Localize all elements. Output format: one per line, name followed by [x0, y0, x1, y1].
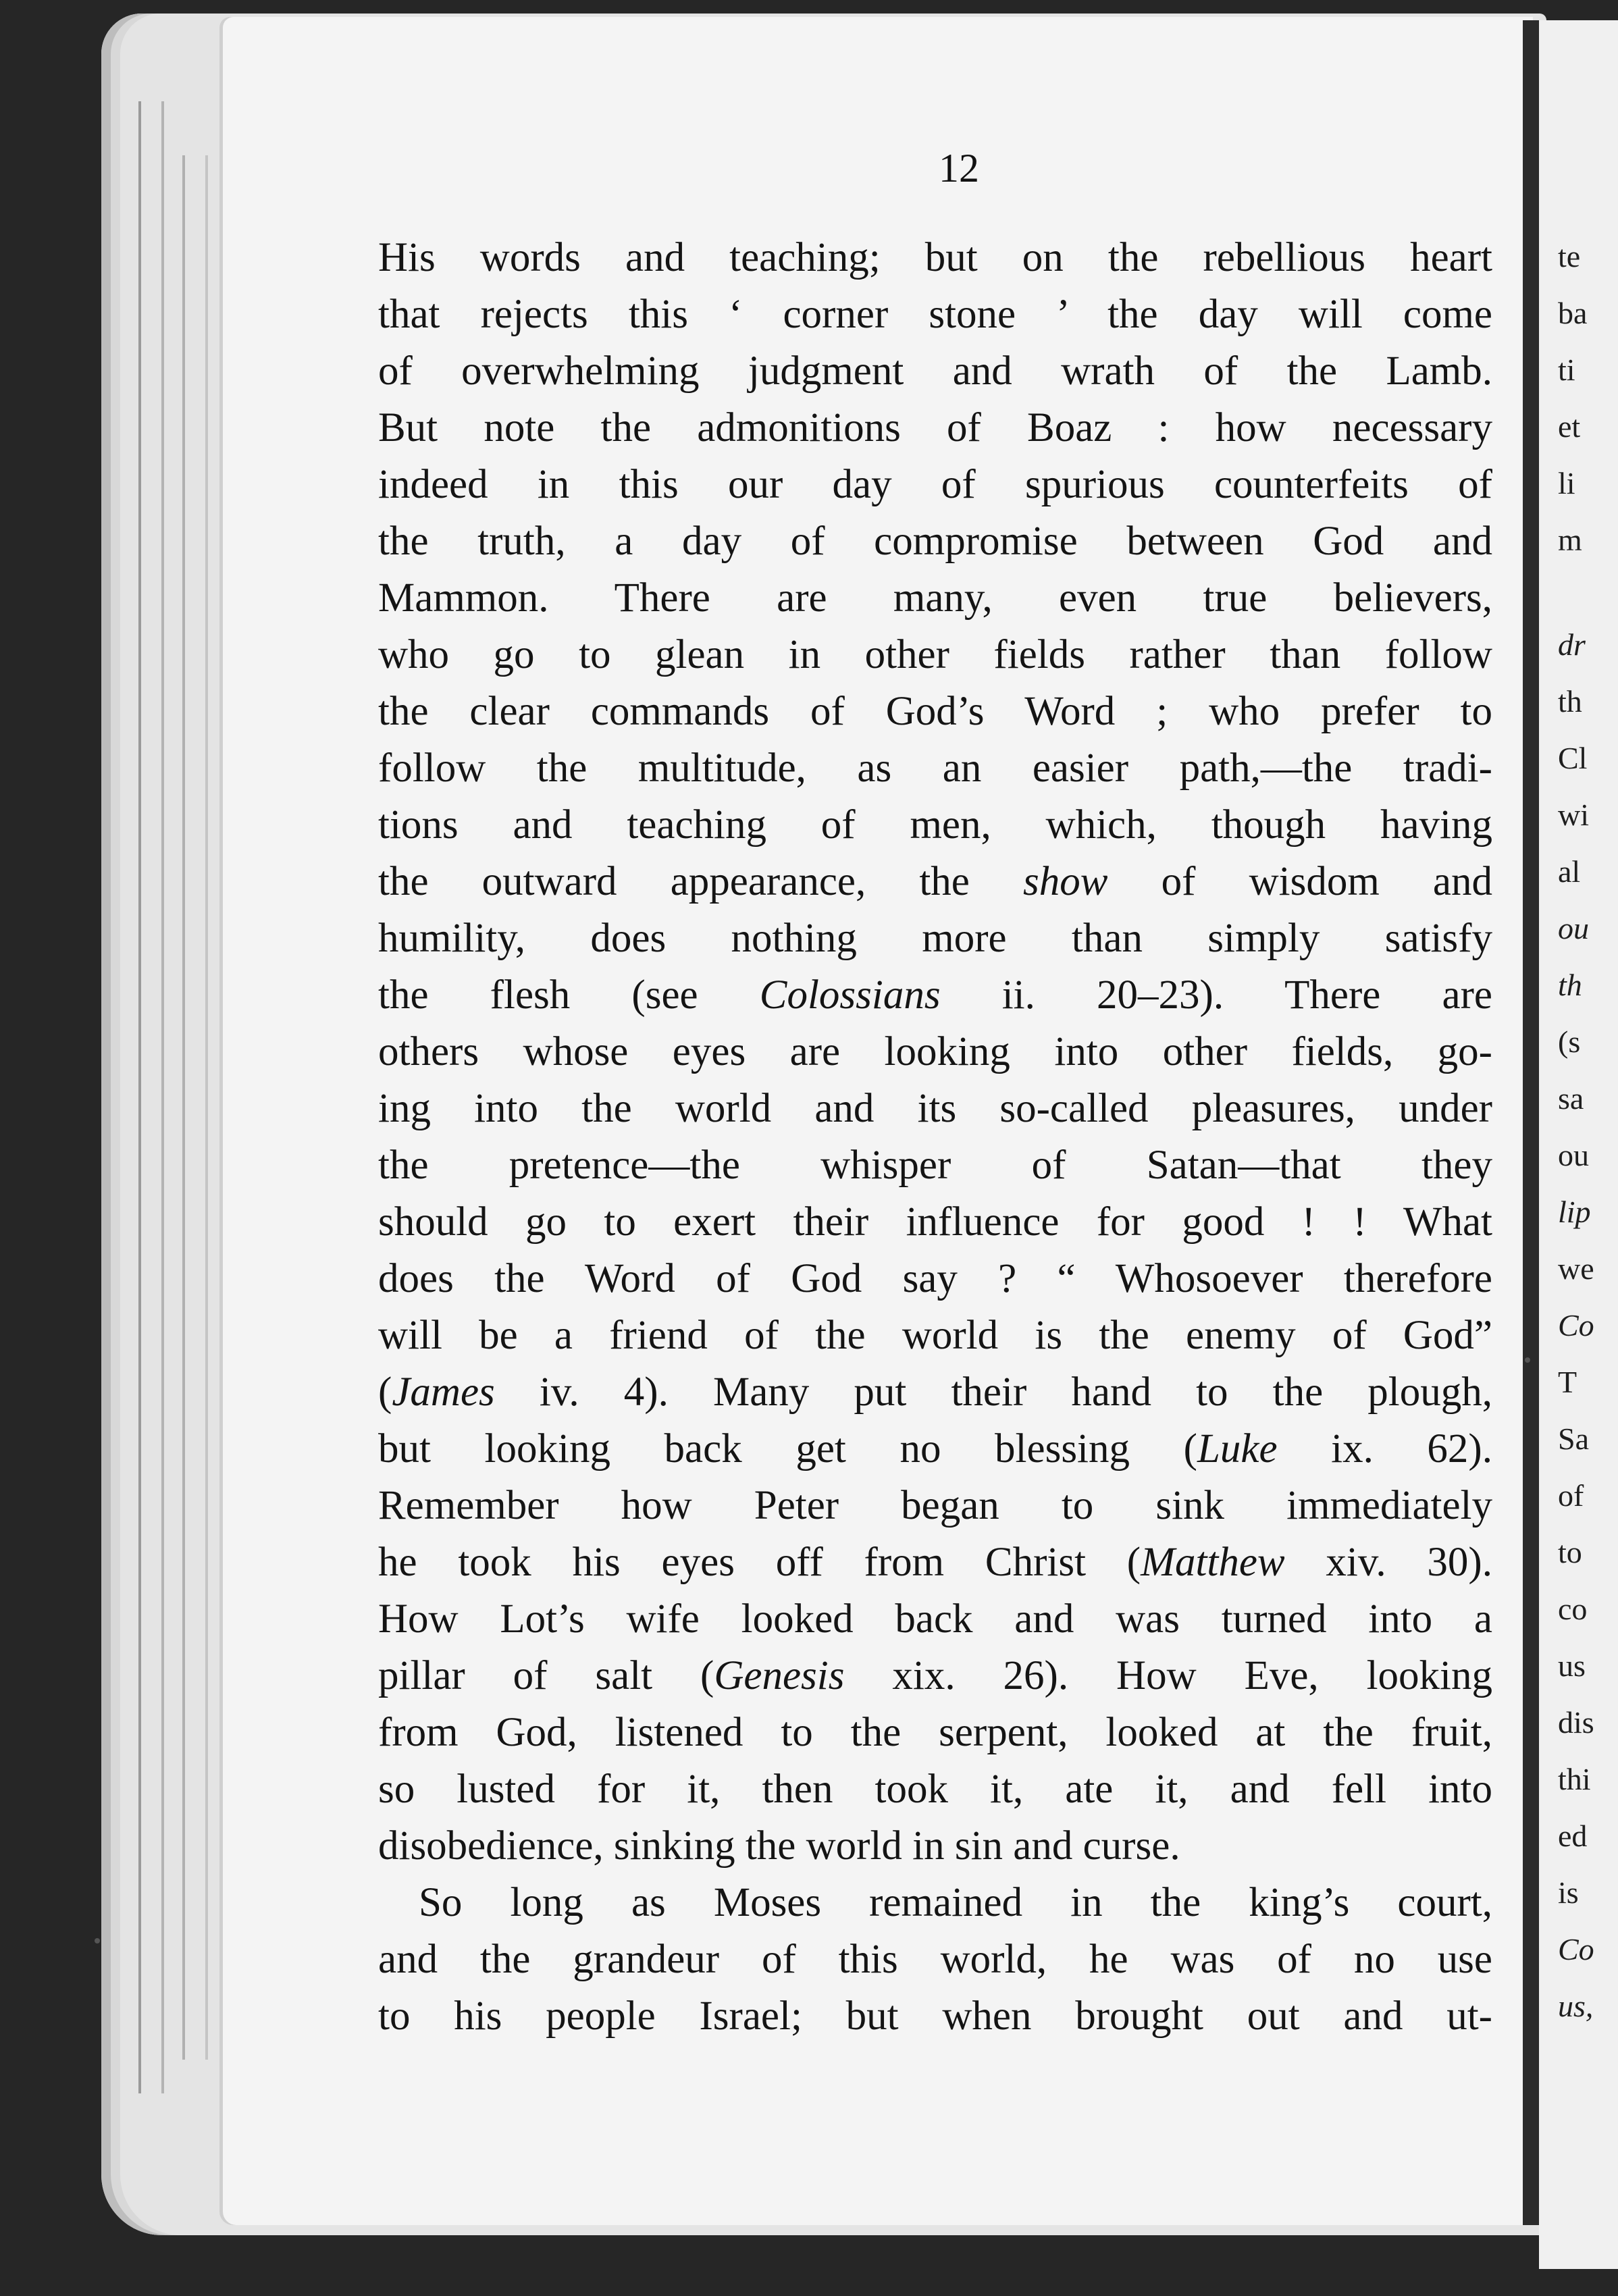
facing-page-text: wi: [1558, 798, 1589, 832]
facing-page-text: Sa: [1558, 1421, 1589, 1456]
text-line: pillar of salt (Genesis xix. 26). How Eve, looking: [378, 1653, 1492, 1698]
text-line: But note the admonitions of Boaz : how necessary: [378, 405, 1492, 450]
text-line: Mammon. There are many, even true believers,: [378, 575, 1492, 621]
text-line: does the Word of God say ? “ Whosoever therefore: [378, 1256, 1492, 1301]
text-line: of overwhelming judgment and wrath of the Lamb.: [378, 348, 1492, 394]
facing-page-text: ed: [1558, 1819, 1588, 1853]
text-line: will be a friend of the world is the enemy of God”: [378, 1313, 1492, 1358]
text-line: should go to exert their influence for good ! ! What: [378, 1199, 1492, 1245]
facing-page-fragment: [1539, 20, 1618, 2269]
facing-page-text: al: [1558, 854, 1581, 889]
facing-page-text: us,: [1558, 1989, 1594, 2023]
text-line: from God, listened to the serpent, looked at the fruit,: [378, 1710, 1492, 1755]
facing-page-text: is: [1558, 1875, 1579, 1910]
text-line: the flesh (see Colossians ii. 20–23). There are: [378, 972, 1492, 1018]
facing-page-text: th: [1558, 968, 1582, 1002]
text-line: others whose eyes are looking into other fields, go-: [378, 1029, 1492, 1074]
facing-page-text: Cl: [1558, 741, 1588, 775]
text-line: How Lot’s wife looked back and was turned into a: [378, 1596, 1492, 1642]
facing-page-text: m: [1558, 523, 1582, 557]
text-line: the outward appearance, the show of wisdom and: [378, 859, 1493, 904]
facing-page-text: dis: [1558, 1705, 1594, 1740]
text-line: disobedience, sinking the world in sin and curse.: [378, 1823, 1180, 1869]
text-line: ing into the world and its so-called pleasures, under: [378, 1086, 1492, 1131]
text-line: the clear commands of God’s Word ; who prefer to: [378, 689, 1492, 734]
text-line: Remember how Peter began to sink immediately: [378, 1483, 1492, 1528]
body-text: [378, 230, 1492, 2045]
facing-page-text: li: [1558, 466, 1575, 500]
page-edge-fold: [138, 101, 164, 2093]
text-line: tions and teaching of men, which, though having: [378, 802, 1492, 847]
facing-page-text: us: [1558, 1648, 1586, 1683]
text-line: the pretence—the whisper of Satan—that they: [378, 1143, 1492, 1188]
facing-page-text: ou: [1558, 911, 1589, 945]
facing-page-text: dr: [1558, 627, 1586, 662]
page-number: 12: [939, 146, 979, 190]
facing-page-text: thi: [1558, 1762, 1591, 1796]
text-line: that rejects this ‘ corner stone ’ the day will come: [378, 292, 1492, 337]
facing-page-text: lip: [1558, 1195, 1591, 1229]
text-line: he took his eyes off from Christ (Matthew xiv. 30).: [378, 1540, 1492, 1585]
facing-page-text: ou: [1558, 1138, 1589, 1172]
binding-gutter: [1523, 20, 1539, 2225]
text-line: who go to glean in other fields rather than follow: [378, 632, 1492, 677]
scan-speck: [95, 1938, 100, 1943]
scan-speck: [1525, 1357, 1530, 1363]
facing-page-text: we: [1558, 1251, 1594, 1286]
text-line: So long as Moses remained in the king’s court,: [419, 1880, 1492, 1925]
text-line: indeed in this our day of spurious counterfeits of: [378, 462, 1492, 507]
text-line: follow the multitude, as an easier path,—the tradi-: [378, 746, 1492, 791]
text-line: and the grandeur of this world, he was of no use: [378, 1937, 1492, 1982]
facing-page-text: co: [1558, 1592, 1588, 1626]
facing-page-text: (s: [1558, 1024, 1581, 1059]
facing-page-text: et: [1558, 409, 1581, 444]
facing-page-text: to: [1558, 1535, 1582, 1569]
page-edge-fold-inner: [182, 155, 208, 2060]
facing-page-text: te: [1558, 239, 1581, 273]
text-line: so lusted for it, then took it, ate it, and fell into: [378, 1767, 1492, 1812]
facing-page-text: ba: [1558, 296, 1588, 330]
facing-page-text: th: [1558, 684, 1582, 719]
text-line: humility, does nothing more than simply satisfy: [378, 916, 1492, 961]
facing-page-text: ti: [1558, 353, 1575, 387]
facing-page-text: Co: [1558, 1932, 1594, 1966]
text-line: (James iv. 4). Many put their hand to the plough,: [378, 1369, 1492, 1415]
facing-page-text: of: [1558, 1478, 1584, 1513]
facing-page-text: sa: [1558, 1081, 1584, 1116]
text-line: to his people Israel; but when brought out and ut-: [378, 1993, 1492, 2039]
facing-page-text: Co: [1558, 1308, 1594, 1342]
text-line: but looking back get no blessing (Luke ix. 62).: [378, 1426, 1492, 1471]
facing-page-text: T: [1558, 1365, 1577, 1399]
text-line: His words and teaching; but on the rebellious heart: [378, 235, 1492, 280]
text-line: the truth, a day of compromise between God and: [378, 519, 1492, 564]
